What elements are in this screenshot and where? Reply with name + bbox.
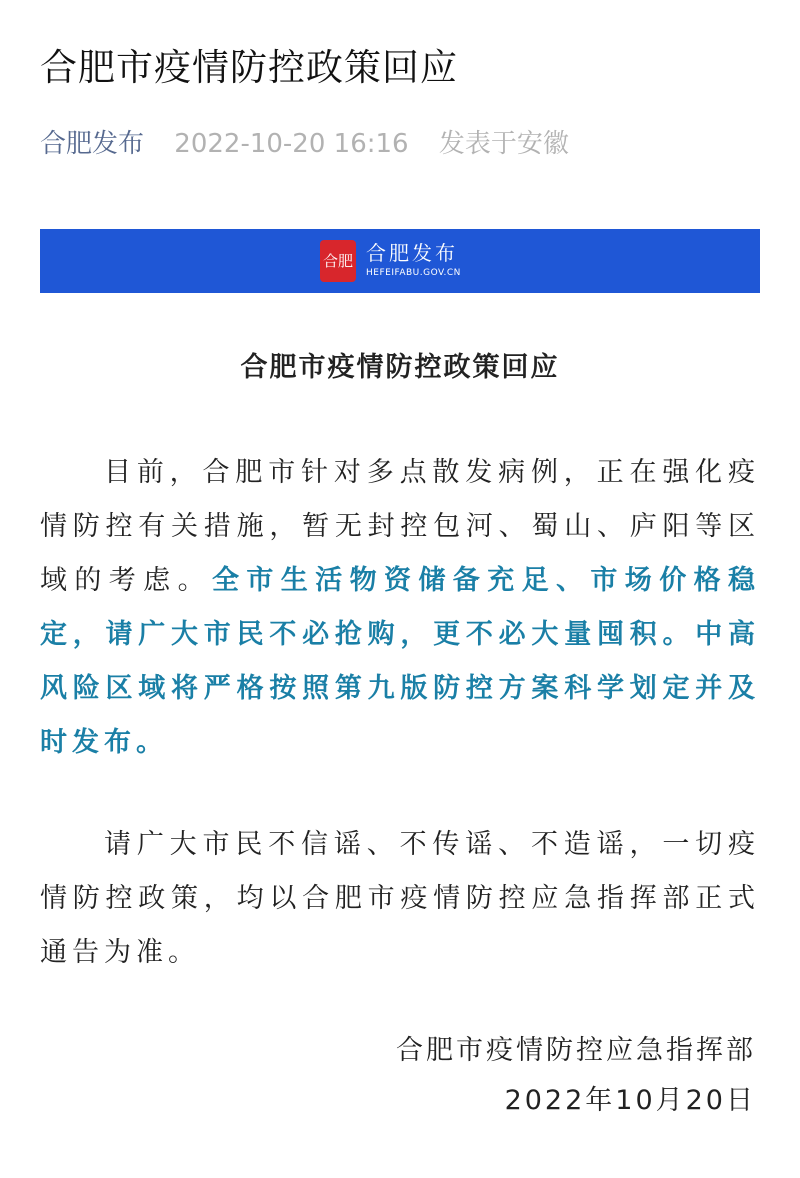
notice-paragraph-1 xyxy=(40,446,760,770)
article-location: 发表于安徽 xyxy=(438,129,569,159)
article-meta xyxy=(40,124,569,164)
signature-date: 2022年10月20日 xyxy=(504,1085,756,1116)
article-source-link[interactable]: 合肥发布 xyxy=(40,129,145,159)
banner-brand-name: 合肥发布 xyxy=(366,241,458,265)
signature-organization: 合肥市疫情防控应急指挥部 xyxy=(396,1035,756,1066)
header-banner-image xyxy=(40,229,760,293)
banner-url: HEFEIFABU.GOV.CN xyxy=(366,268,461,278)
article-datetime: 2022-10-20 16:16 xyxy=(174,129,409,159)
notice-title: 合肥市疫情防控政策回应 xyxy=(240,352,560,383)
notice-paragraph-2: 请广大市民不信谣、不传谣、不造谣，一切疫情防控政策，均以合肥市疫情防控应急指挥部正式通告为准。 xyxy=(40,829,760,968)
article-title: 合肥市疫情防控政策回应 xyxy=(40,46,458,89)
notice-signature xyxy=(40,1026,756,1126)
banner-logo xyxy=(320,237,500,285)
hefei-seal-icon: 合肥 xyxy=(320,240,356,282)
paragraph-1-highlight-text: 全市生活物资储备充足、市场价格稳定，请广大市民不必抢购，更不必大量囤积。中高风险区域将严格按照第九版防控方案科学划定并及时发布。 xyxy=(40,565,760,758)
paragraph-1-plain-text: 目前，合肥市针对多点散发病例，正在强化疫情防控有关措施，暂无封控包河、蜀山、庐阳等区域的考虑。 xyxy=(40,457,760,596)
